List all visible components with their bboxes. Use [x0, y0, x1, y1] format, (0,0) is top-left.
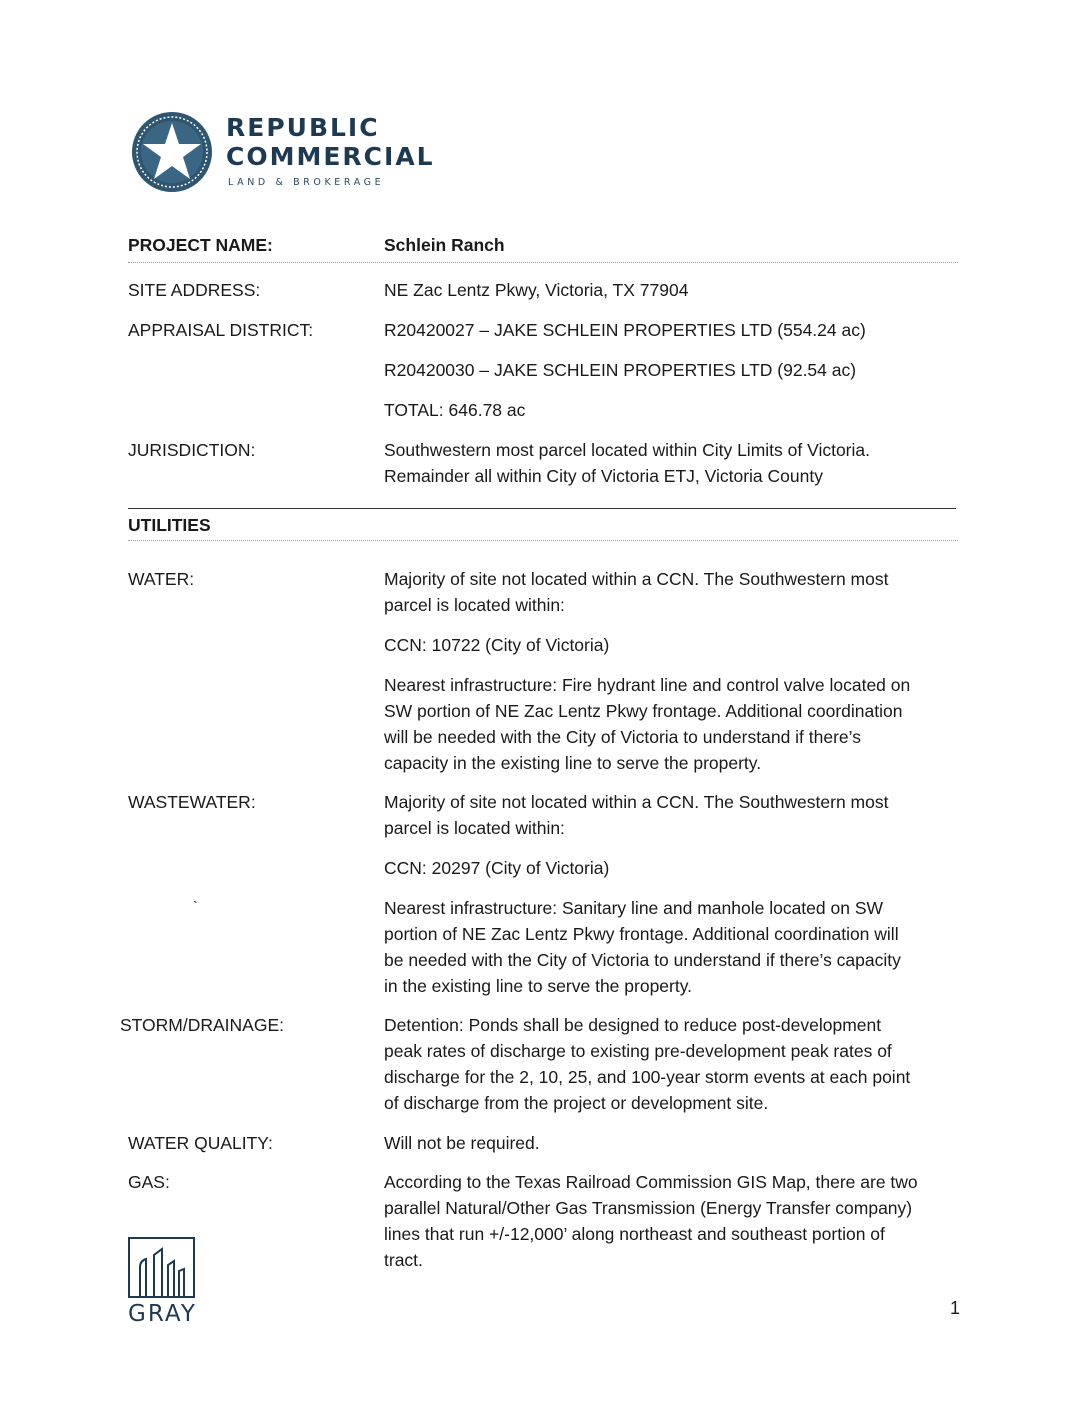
wastewater-infra-line: be needed with the City of Victoria to understand if there’s capacity	[384, 950, 901, 970]
buildings-icon	[128, 1237, 196, 1299]
gas-line: According to the Texas Railroad Commission GIS Map, there are two	[384, 1172, 918, 1192]
water-quality-label: WATER QUALITY:	[128, 1133, 273, 1153]
logo-line-1: REPUBLIC	[226, 113, 380, 142]
logo-wordmark	[226, 113, 435, 188]
water-infra-line: Nearest infrastructure: Fire hydrant line and control valve located on	[384, 675, 911, 695]
jurisdiction-label: JURISDICTION:	[128, 440, 256, 460]
storm-line: peak rates of discharge to existing pre-development peak rates of	[384, 1041, 892, 1061]
storm-line: Detention: Ponds shall be designed to reduce post-development	[384, 1015, 882, 1035]
gas-line: lines that run +/-12,000’ along northeast and southeast portion of	[384, 1224, 885, 1244]
water-infra-line: SW portion of NE Zac Lentz Pkwy frontage. Additional coordination	[384, 701, 903, 721]
appraisal-parcel-1: R20420027 – JAKE SCHLEIN PROPERTIES LTD (554.24 ac)	[384, 320, 866, 340]
storm-line: of discharge from the project or development site.	[384, 1093, 769, 1113]
wastewater-infra-line: Nearest infrastructure: Sanitary line and manhole located on SW	[384, 898, 884, 918]
stray-mark: `	[193, 898, 198, 914]
gray-logo-text: GRAY	[128, 1301, 197, 1327]
wastewater-line-2: parcel is located within:	[384, 818, 565, 838]
logo-subtitle: LAND & BROKERAGE	[228, 177, 385, 188]
storm-drainage-label: STORM/DRAINAGE:	[120, 1015, 285, 1035]
star-seal-icon	[131, 111, 213, 193]
site-address-label: SITE ADDRESS:	[128, 280, 261, 300]
utilities-heading: UTILITIES	[128, 515, 211, 535]
water-line-2: parcel is located within:	[384, 595, 565, 615]
page-number: 1	[950, 1298, 961, 1318]
gas-line: parallel Natural/Other Gas Transmission (Energy Transfer company)	[384, 1198, 913, 1218]
jurisdiction-line-1: Southwestern most parcel located within City Limits of Victoria.	[384, 440, 870, 460]
water-infra-line: capacity in the existing line to serve the property.	[384, 753, 762, 773]
water-infra-line: will be needed with the City of Victoria to understand if there’s	[384, 727, 861, 747]
divider	[128, 540, 958, 541]
project-name-label: PROJECT NAME:	[128, 235, 273, 255]
water-quality-value: Will not be required.	[384, 1133, 540, 1153]
logo-line-2: COMMERCIAL	[226, 142, 435, 171]
site-address-value: NE Zac Lentz Pkwy, Victoria, TX 77904	[384, 280, 689, 300]
appraisal-parcel-2: R20420030 – JAKE SCHLEIN PROPERTIES LTD (92.54 ac)	[384, 360, 857, 380]
jurisdiction-line-2: Remainder all within City of Victoria ETJ, Victoria County	[384, 466, 823, 486]
appraisal-district-label: APPRAISAL DISTRICT:	[128, 320, 314, 340]
project-name-value: Schlein Ranch	[384, 235, 505, 255]
gas-label: GAS:	[128, 1172, 170, 1192]
wastewater-label: WASTEWATER:	[128, 792, 256, 812]
divider	[128, 262, 958, 263]
appraisal-total: TOTAL: 646.78 ac	[384, 400, 526, 420]
storm-line: discharge for the 2, 10, 25, and 100-year storm events at each point	[384, 1067, 911, 1087]
wastewater-infra-line: in the existing line to serve the property.	[384, 976, 693, 996]
water-ccn: CCN: 10722 (City of Victoria)	[384, 635, 610, 655]
water-line-1: Majority of site not located within a CCN. The Southwestern most	[384, 569, 889, 589]
wastewater-line-1: Majority of site not located within a CCN. The Southwestern most	[384, 792, 889, 812]
water-label: WATER:	[128, 569, 195, 589]
gas-line: tract.	[384, 1250, 423, 1270]
wastewater-ccn: CCN: 20297 (City of Victoria)	[384, 858, 610, 878]
wastewater-infra-line: portion of NE Zac Lentz Pkwy frontage. Additional coordination will	[384, 924, 899, 944]
section-rule	[128, 508, 956, 509]
